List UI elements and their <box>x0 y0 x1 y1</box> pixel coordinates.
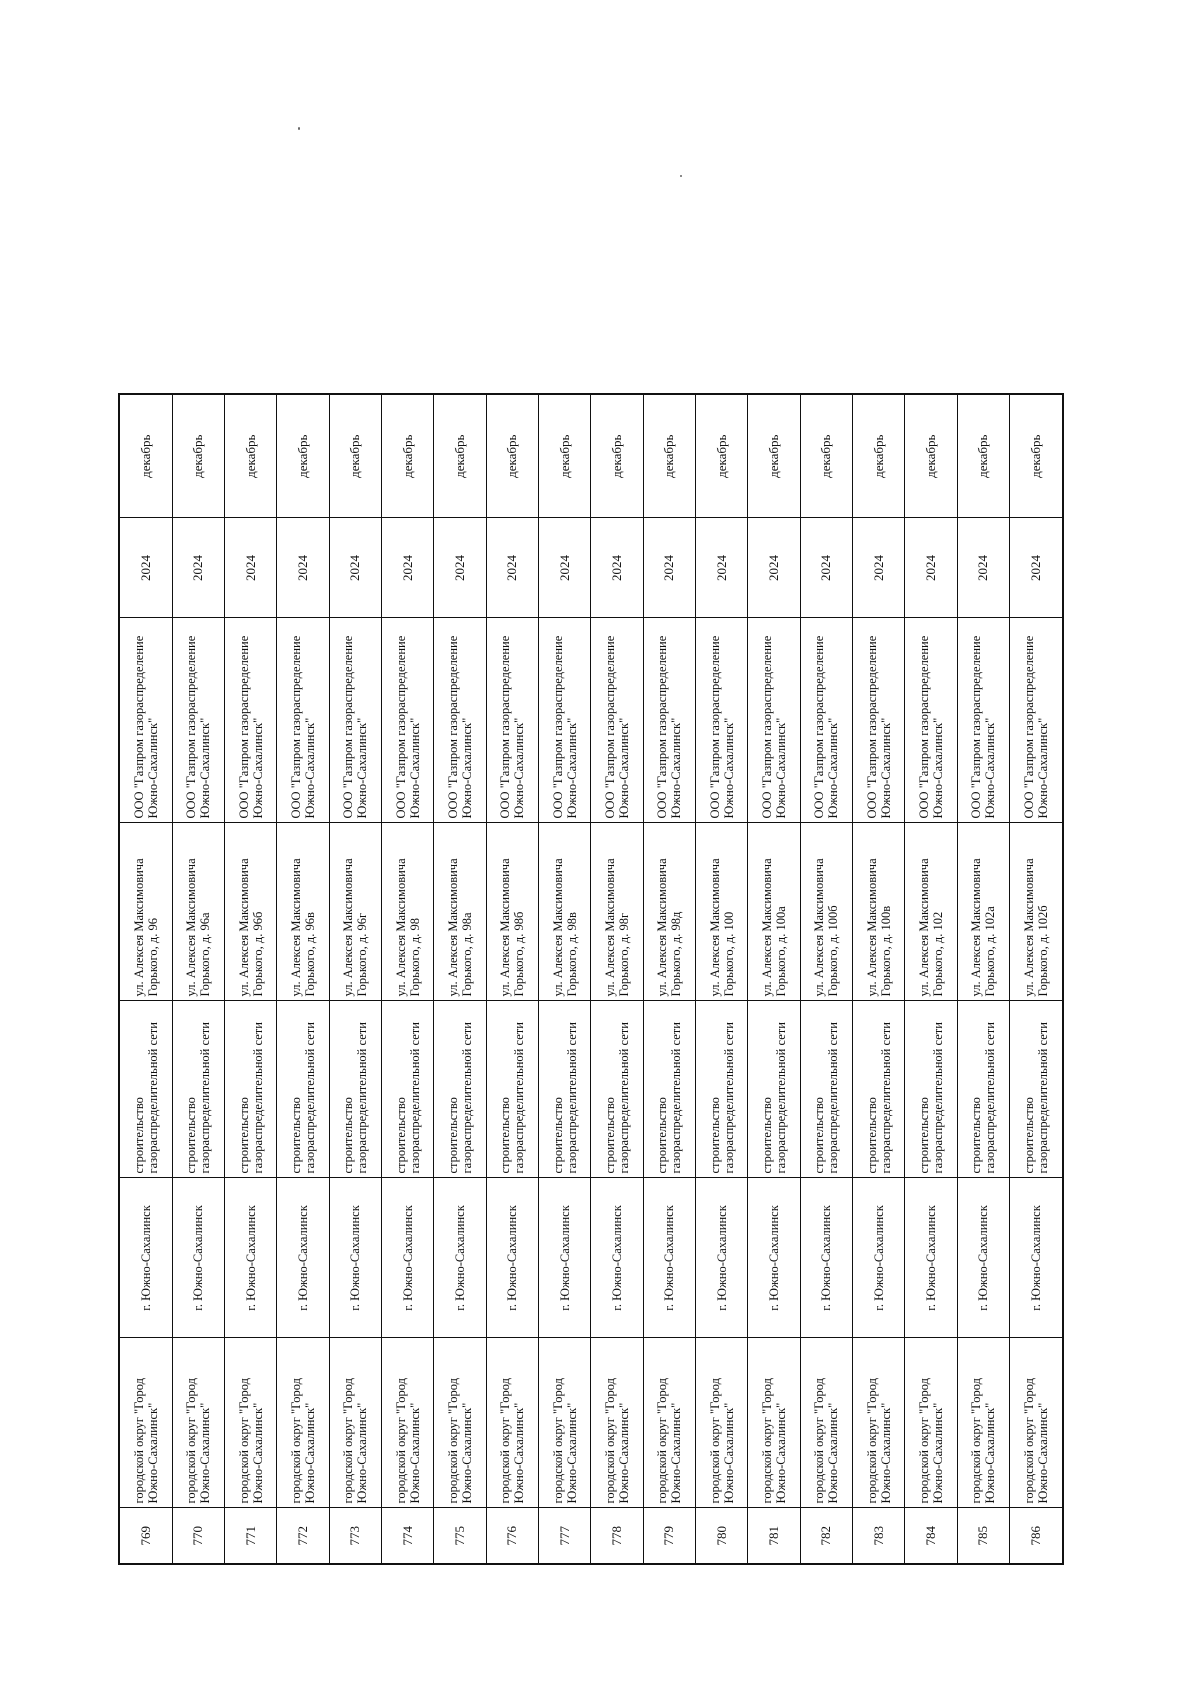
address-cell: ул. Алексея Максимовича Горького, д. 98д <box>643 823 695 1001</box>
organization-cell: ООО "Газпром газораспределение Южно-Сахалинск" <box>1010 618 1063 823</box>
row-number-cell: 772 <box>277 1508 329 1564</box>
organization-cell: ООО "Газпром газораспределение Южно-Сахалинск" <box>853 618 905 823</box>
settlement-cell: г. Южно-Сахалинск <box>172 1178 224 1338</box>
month-cell: декабрь <box>224 394 276 518</box>
month-cell: декабрь <box>277 394 329 518</box>
municipal-district-cell: городской округ "Город Южно-Сахалинск" <box>591 1338 643 1508</box>
table-row <box>539 394 591 1564</box>
work-type-cell: строительство газораспределительной сети <box>119 1001 172 1178</box>
year-cell: 2024 <box>853 518 905 618</box>
settlement-cell: г. Южно-Сахалинск <box>434 1178 486 1338</box>
table-row <box>957 394 1009 1564</box>
row-number-cell: 780 <box>696 1508 748 1564</box>
year-cell: 2024 <box>434 518 486 618</box>
settlement-cell: г. Южно-Сахалинск <box>905 1178 957 1338</box>
work-type-cell: строительство газораспределительной сети <box>329 1001 381 1178</box>
row-number-cell: 781 <box>748 1508 800 1564</box>
settlement-cell: г. Южно-Сахалинск <box>277 1178 329 1338</box>
work-type-cell: строительство газораспределительной сети <box>643 1001 695 1178</box>
row-number-cell: 774 <box>382 1508 434 1564</box>
year-cell: 2024 <box>382 518 434 618</box>
year-cell: 2024 <box>748 518 800 618</box>
year-cell: 2024 <box>591 518 643 618</box>
year-cell: 2024 <box>1010 518 1063 618</box>
organization-cell: ООО "Газпром газораспределение Южно-Сахалинск" <box>643 618 695 823</box>
address-cell: ул. Алексея Максимовича Горького, д. 98а <box>434 823 486 1001</box>
organization-cell: ООО "Газпром газораспределение Южно-Сахалинск" <box>486 618 538 823</box>
table-row <box>748 394 800 1564</box>
work-type-cell: строительство газораспределительной сети <box>853 1001 905 1178</box>
table-row <box>277 394 329 1564</box>
table-row <box>486 394 538 1564</box>
table-row <box>1010 394 1063 1564</box>
month-cell: декабрь <box>853 394 905 518</box>
month-cell: декабрь <box>591 394 643 518</box>
year-cell: 2024 <box>905 518 957 618</box>
table-row <box>696 394 748 1564</box>
organization-cell: ООО "Газпром газораспределение Южно-Сахалинск" <box>748 618 800 823</box>
address-cell: ул. Алексея Максимовича Горького, д. 96б <box>224 823 276 1001</box>
table-row <box>119 394 172 1564</box>
organization-cell: ООО "Газпром газораспределение Южно-Сахалинск" <box>277 618 329 823</box>
organization-cell: ООО "Газпром газораспределение Южно-Сахалинск" <box>172 618 224 823</box>
month-cell: декабрь <box>957 394 1009 518</box>
work-type-cell: строительство газораспределительной сети <box>748 1001 800 1178</box>
address-cell: ул. Алексея Максимовича Горького, д. 100б <box>800 823 852 1001</box>
row-number-cell: 769 <box>119 1508 172 1564</box>
month-cell: декабрь <box>748 394 800 518</box>
table-row <box>329 394 381 1564</box>
address-cell: ул. Алексея Максимовича Горького, д. 98в <box>539 823 591 1001</box>
table-row <box>905 394 957 1564</box>
work-type-cell: строительство газораспределительной сети <box>1010 1001 1063 1178</box>
month-cell: декабрь <box>329 394 381 518</box>
month-cell: декабрь <box>434 394 486 518</box>
rotated-table-container <box>118 395 1064 1565</box>
municipal-district-cell: городской округ "Город Южно-Сахалинск" <box>172 1338 224 1508</box>
row-number-cell: 784 <box>905 1508 957 1564</box>
organization-cell: ООО "Газпром газораспределение Южно-Сахалинск" <box>800 618 852 823</box>
work-type-cell: строительство газораспределительной сети <box>277 1001 329 1178</box>
scan-speck <box>298 127 300 130</box>
year-cell: 2024 <box>539 518 591 618</box>
address-cell: ул. Алексея Максимовича Горького, д. 96а <box>172 823 224 1001</box>
year-cell: 2024 <box>800 518 852 618</box>
municipal-district-cell: городской округ "Город Южно-Сахалинск" <box>382 1338 434 1508</box>
work-type-cell: строительство газораспределительной сети <box>486 1001 538 1178</box>
settlement-cell: г. Южно-Сахалинск <box>591 1178 643 1338</box>
row-number-cell: 778 <box>591 1508 643 1564</box>
address-cell: ул. Алексея Максимовича Горького, д. 98г <box>591 823 643 1001</box>
settlement-cell: г. Южно-Сахалинск <box>486 1178 538 1338</box>
month-cell: декабрь <box>119 394 172 518</box>
organization-cell: ООО "Газпром газораспределение Южно-Сахалинск" <box>434 618 486 823</box>
address-cell: ул. Алексея Максимовича Горького, д. 100в <box>853 823 905 1001</box>
year-cell: 2024 <box>696 518 748 618</box>
month-cell: декабрь <box>696 394 748 518</box>
address-cell: ул. Алексея Максимовича Горького, д. 98б <box>486 823 538 1001</box>
address-cell: ул. Алексея Максимовича Горького, д. 96г <box>329 823 381 1001</box>
year-cell: 2024 <box>277 518 329 618</box>
municipal-district-cell: городской округ "Город Южно-Сахалинск" <box>643 1338 695 1508</box>
municipal-district-cell: городской округ "Город Южно-Сахалинск" <box>486 1338 538 1508</box>
municipal-district-cell: городской округ "Город Южно-Сахалинск" <box>224 1338 276 1508</box>
work-type-cell: строительство газораспределительной сети <box>591 1001 643 1178</box>
row-number-cell: 770 <box>172 1508 224 1564</box>
municipal-district-cell: городской округ "Город Южно-Сахалинск" <box>853 1338 905 1508</box>
row-number-cell: 777 <box>539 1508 591 1564</box>
table-row <box>853 394 905 1564</box>
municipal-district-cell: городской округ "Город Южно-Сахалинск" <box>119 1338 172 1508</box>
settlement-cell: г. Южно-Сахалинск <box>539 1178 591 1338</box>
month-cell: декабрь <box>905 394 957 518</box>
scan-speck <box>680 175 682 177</box>
municipal-district-cell: городской округ "Город Южно-Сахалинск" <box>539 1338 591 1508</box>
year-cell: 2024 <box>486 518 538 618</box>
row-number-cell: 771 <box>224 1508 276 1564</box>
settlement-cell: г. Южно-Сахалинск <box>1010 1178 1063 1338</box>
municipal-district-cell: городской округ "Город Южно-Сахалинск" <box>696 1338 748 1508</box>
row-number-cell: 785 <box>957 1508 1009 1564</box>
table-row <box>643 394 695 1564</box>
municipal-district-cell: городской округ "Город Южно-Сахалинск" <box>277 1338 329 1508</box>
organization-cell: ООО "Газпром газораспределение Южно-Сахалинск" <box>329 618 381 823</box>
organization-cell: ООО "Газпром газораспределение Южно-Сахалинск" <box>696 618 748 823</box>
gasification-table <box>118 393 1064 1565</box>
municipal-district-cell: городской округ "Город Южно-Сахалинск" <box>434 1338 486 1508</box>
year-cell: 2024 <box>119 518 172 618</box>
work-type-cell: строительство газораспределительной сети <box>224 1001 276 1178</box>
row-number-cell: 773 <box>329 1508 381 1564</box>
month-cell: декабрь <box>539 394 591 518</box>
settlement-cell: г. Южно-Сахалинск <box>382 1178 434 1338</box>
organization-cell: ООО "Газпром газораспределение Южно-Сахалинск" <box>382 618 434 823</box>
municipal-district-cell: городской округ "Город Южно-Сахалинск" <box>800 1338 852 1508</box>
settlement-cell: г. Южно-Сахалинск <box>119 1178 172 1338</box>
row-number-cell: 776 <box>486 1508 538 1564</box>
table-row <box>172 394 224 1564</box>
organization-cell: ООО "Газпром газораспределение Южно-Сахалинск" <box>224 618 276 823</box>
year-cell: 2024 <box>957 518 1009 618</box>
row-number-cell: 775 <box>434 1508 486 1564</box>
organization-cell: ООО "Газпром газораспределение Южно-Сахалинск" <box>591 618 643 823</box>
table-row <box>382 394 434 1564</box>
municipal-district-cell: городской округ "Город Южно-Сахалинск" <box>905 1338 957 1508</box>
year-cell: 2024 <box>329 518 381 618</box>
municipal-district-cell: городской округ "Город Южно-Сахалинск" <box>1010 1338 1063 1508</box>
settlement-cell: г. Южно-Сахалинск <box>224 1178 276 1338</box>
year-cell: 2024 <box>172 518 224 618</box>
settlement-cell: г. Южно-Сахалинск <box>853 1178 905 1338</box>
settlement-cell: г. Южно-Сахалинск <box>800 1178 852 1338</box>
table-row <box>591 394 643 1564</box>
row-number-cell: 786 <box>1010 1508 1063 1564</box>
address-cell: ул. Алексея Максимовича Горького, д. 102 <box>905 823 957 1001</box>
address-cell: ул. Алексея Максимовича Горького, д. 100 <box>696 823 748 1001</box>
organization-cell: ООО "Газпром газораспределение Южно-Сахалинск" <box>905 618 957 823</box>
month-cell: декабрь <box>1010 394 1063 518</box>
organization-cell: ООО "Газпром газораспределение Южно-Сахалинск" <box>119 618 172 823</box>
work-type-cell: строительство газораспределительной сети <box>434 1001 486 1178</box>
month-cell: декабрь <box>643 394 695 518</box>
year-cell: 2024 <box>224 518 276 618</box>
municipal-district-cell: городской округ "Город Южно-Сахалинск" <box>957 1338 1009 1508</box>
work-type-cell: строительство газораспределительной сети <box>382 1001 434 1178</box>
organization-cell: ООО "Газпром газораспределение Южно-Сахалинск" <box>957 618 1009 823</box>
year-cell: 2024 <box>643 518 695 618</box>
settlement-cell: г. Южно-Сахалинск <box>748 1178 800 1338</box>
address-cell: ул. Алексея Максимовича Горького, д. 96 <box>119 823 172 1001</box>
row-number-cell: 779 <box>643 1508 695 1564</box>
settlement-cell: г. Южно-Сахалинск <box>696 1178 748 1338</box>
address-cell: ул. Алексея Максимовича Горького, д. 96в <box>277 823 329 1001</box>
month-cell: декабрь <box>800 394 852 518</box>
settlement-cell: г. Южно-Сахалинск <box>957 1178 1009 1338</box>
month-cell: декабрь <box>172 394 224 518</box>
work-type-cell: строительство газораспределительной сети <box>172 1001 224 1178</box>
settlement-cell: г. Южно-Сахалинск <box>643 1178 695 1338</box>
work-type-cell: строительство газораспределительной сети <box>696 1001 748 1178</box>
work-type-cell: строительство газораспределительной сети <box>957 1001 1009 1178</box>
table-body <box>119 394 1063 1564</box>
settlement-cell: г. Южно-Сахалинск <box>329 1178 381 1338</box>
work-type-cell: строительство газораспределительной сети <box>905 1001 957 1178</box>
municipal-district-cell: городской округ "Город Южно-Сахалинск" <box>748 1338 800 1508</box>
table-row <box>434 394 486 1564</box>
row-number-cell: 782 <box>800 1508 852 1564</box>
table-row <box>800 394 852 1564</box>
table-row <box>224 394 276 1564</box>
work-type-cell: строительство газораспределительной сети <box>800 1001 852 1178</box>
address-cell: ул. Алексея Максимовича Горького, д. 100а <box>748 823 800 1001</box>
address-cell: ул. Алексея Максимовича Горького, д. 102б <box>1010 823 1063 1001</box>
organization-cell: ООО "Газпром газораспределение Южно-Сахалинск" <box>539 618 591 823</box>
work-type-cell: строительство газораспределительной сети <box>539 1001 591 1178</box>
month-cell: декабрь <box>382 394 434 518</box>
month-cell: декабрь <box>486 394 538 518</box>
address-cell: ул. Алексея Максимовича Горького, д. 102а <box>957 823 1009 1001</box>
row-number-cell: 783 <box>853 1508 905 1564</box>
address-cell: ул. Алексея Максимовича Горького, д. 98 <box>382 823 434 1001</box>
municipal-district-cell: городской округ "Город Южно-Сахалинск" <box>329 1338 381 1508</box>
